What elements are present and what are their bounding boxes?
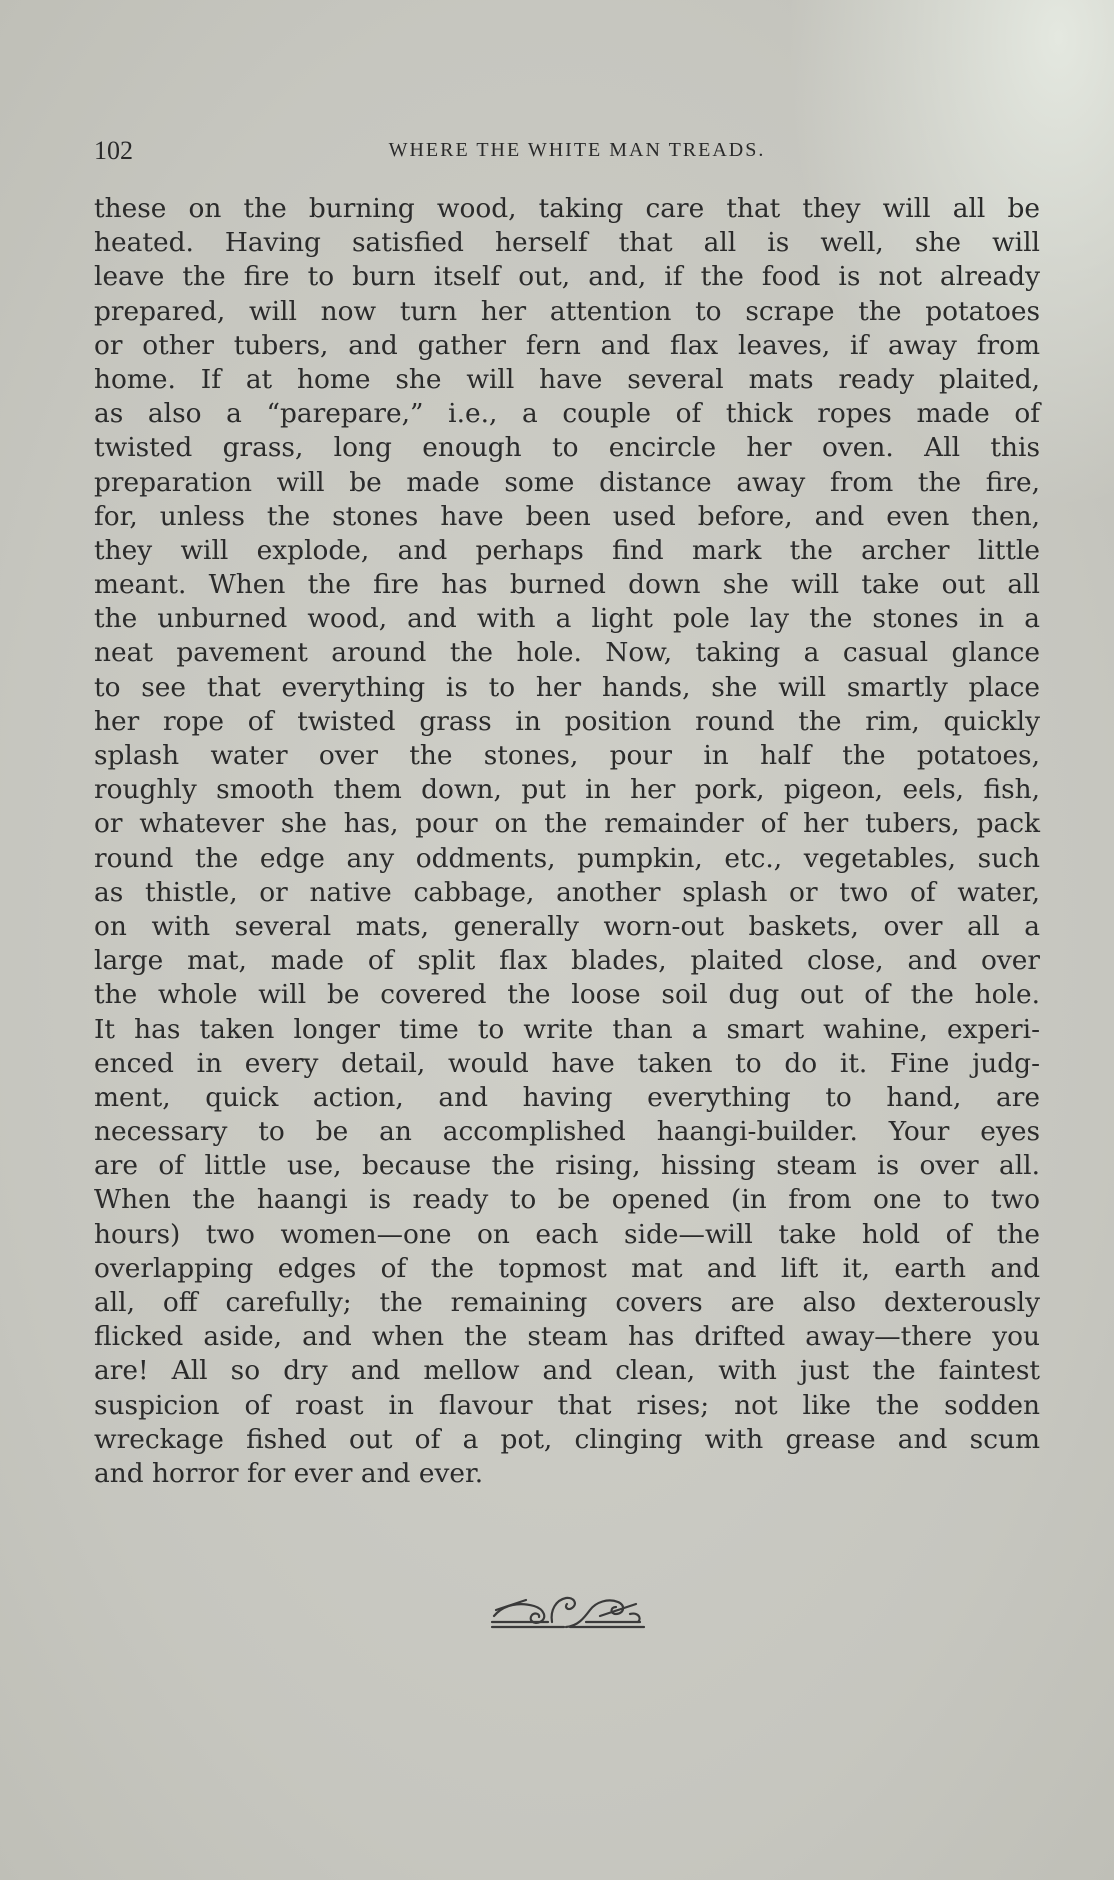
text-line: round the edge any oddments, pumpkin, etc., vegetables, such <box>94 842 1040 874</box>
text-line: When the haangi is ready to be opened (in from one to two <box>94 1184 1040 1216</box>
text-line: neat pavement around the hole. Now, taking a casual glance <box>94 637 1040 669</box>
decorative-scroll-ornament-icon <box>490 1590 646 1630</box>
text-line: are of little use, because the rising, hissing steam is over all. <box>94 1150 1040 1182</box>
text-line: wreckage fished out of a pot, clinging with grease and scum <box>94 1423 1040 1455</box>
text-line: splash water over the stones, pour in half the potatoes, <box>94 740 1040 771</box>
text-line: prepared, will now turn her attention to scrape the potatoes <box>94 295 1040 327</box>
text-line: overlapping edges of the topmost mat and lift it, earth and <box>94 1252 1040 1284</box>
running-head <box>94 136 1042 168</box>
text-line: the whole will be covered the loose soil dug out of the hole. <box>94 979 1040 1011</box>
text-line: as also a “parepare,” i.e., a couple of thick ropes made of <box>94 398 1040 430</box>
text-line: ment, quick action, and having everything to hand, are <box>94 1081 1040 1113</box>
text-line: hours) two women—one on each side—will take hold of the <box>94 1218 1040 1250</box>
text-line: It has taken longer time to write than a smart wahine, experi- <box>94 1013 1040 1045</box>
text-line: flicked aside, and when the steam has drifted away—there you <box>94 1321 1040 1353</box>
text-line: leave the fire to burn itself out, and, if the food is not already <box>94 261 1040 293</box>
text-line: preparation will be made some distance away from the fire, <box>94 466 1040 498</box>
text-line: heated. Having satisfied herself that all is well, she will <box>94 227 1040 259</box>
text-line: large mat, made of split flax blades, plaited close, and over <box>94 945 1040 977</box>
text-line: roughly smooth them down, put in her pork, pigeon, eels, fish, <box>94 774 1040 806</box>
text-line: her rope of twisted grass in position round the rim, quickly <box>94 705 1040 737</box>
text-line: or whatever she has, pour on the remainder of her tubers, pack <box>94 808 1040 840</box>
text-line: twisted grass, long enough to encircle her oven. All this <box>94 432 1040 464</box>
text-line: these on the burning wood, taking care that they will all be <box>94 193 1040 224</box>
body-paragraph <box>94 192 1040 1491</box>
text-line: as thistle, or native cabbage, another splash or two of water, <box>94 876 1040 908</box>
text-line: on with several mats, generally worn-out baskets, over all a <box>94 910 1040 942</box>
text-line: for, unless the stones have been used before, and even then, <box>94 500 1040 532</box>
text-line: the unburned wood, and with a light pole lay the stones in a <box>94 603 1040 635</box>
text-line: enced in every detail, would have taken to do it. Fine judg- <box>94 1047 1040 1079</box>
running-title: WHERE THE WHITE MAN TREADS. <box>388 139 766 161</box>
text-line: they will explode, and perhaps find mark the archer little <box>94 534 1040 566</box>
page-number: 102 <box>94 136 133 165</box>
text-line: necessary to be an accomplished haangi-builder. Your eyes <box>94 1116 1040 1148</box>
text-line: or other tubers, and gather fern and flax leaves, if away from <box>94 329 1040 361</box>
text-line: home. If at home she will have several mats ready plaited, <box>94 363 1040 395</box>
text-line: and horror for ever and ever. <box>94 1457 484 1489</box>
text-line: all, off carefully; the remaining covers are also dexterously <box>94 1287 1040 1318</box>
text-line: meant. When the fire has burned down she will take out all <box>94 569 1040 601</box>
text-line: to see that everything is to her hands, she will smartly place <box>94 671 1040 703</box>
text-line: are! All so dry and mellow and clean, with just the faintest <box>94 1355 1040 1387</box>
text-line: suspicion of roast in flavour that rises; not like the sodden <box>94 1389 1040 1421</box>
